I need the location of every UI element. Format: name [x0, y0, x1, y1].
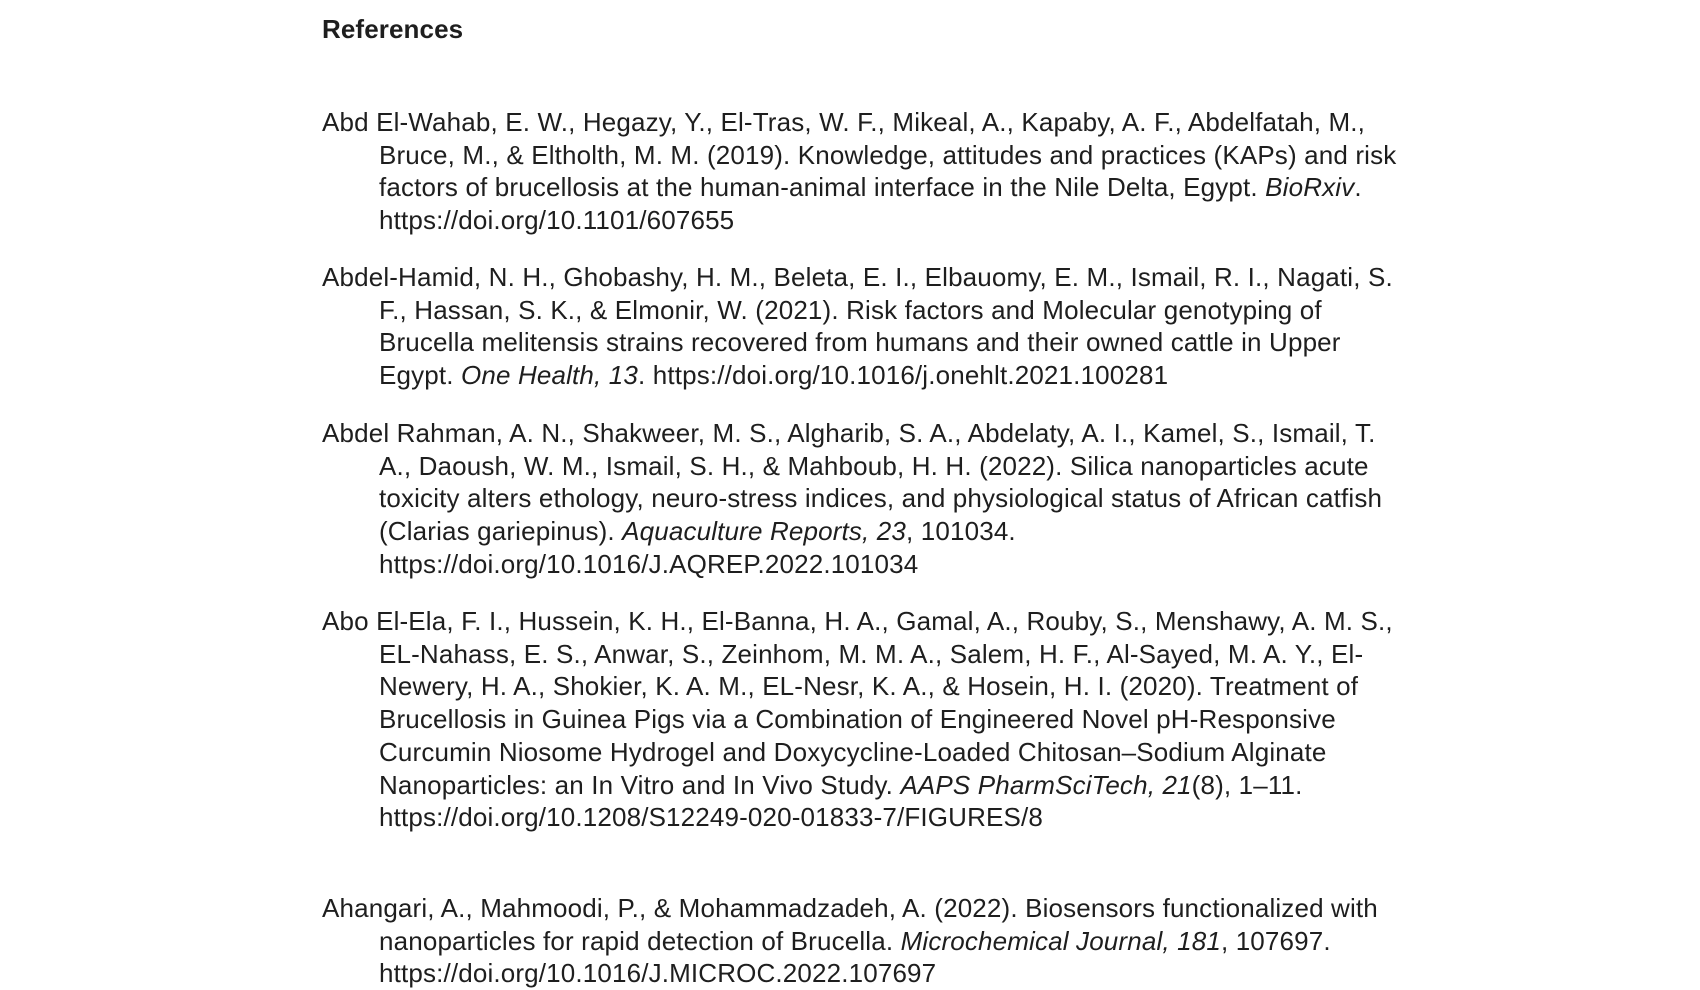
reference-entry	[322, 106, 1412, 237]
reference-volume: , 181	[1162, 925, 1221, 956]
reference-doi: . https://doi.org/10.1016/j.onehlt.2021.100281	[637, 360, 1169, 391]
reference-journal: AAPS PharmSciTech	[900, 769, 1148, 800]
reference-journal: Aquaculture Reports	[622, 516, 863, 547]
reference-journal: Microchemical Journal	[900, 925, 1163, 956]
reference-doi: , 107697. https://doi.org/10.1016/J.MICROC.2022.107697	[379, 925, 1331, 989]
reference-volume: , 13	[594, 360, 638, 391]
reference-text: Abdel Rahman, A. N., Shakweer, M. S., Algharib, S. A., Abdelaty, A. I., Kamel, S., Ismail, T. A., Daoush, W. M., Ismail, S. H., & Mahboub, H. H. (2022). Silica nanoparticles acute toxicity alters ethology, neuro-stress indices, and physiological status of African catfish (Clarias gariepinus).	[322, 418, 1383, 547]
reference-journal: One Health	[460, 360, 595, 391]
references-heading: References	[322, 14, 464, 44]
reference-entry	[322, 605, 1412, 834]
reference-text: Abd El-Wahab, E. W., Hegazy, Y., El-Tras, W. F., Mikeal, A., Kapaby, A. F., Abdelfatah, M., Bruce, M., & Eltholth, M. M. (2019). Knowledge, attitudes and practices (KAPs) and risk factors of brucellosis at the human-animal interface in the Nile Delta, Egypt.	[322, 107, 1397, 203]
reference-entry	[322, 892, 1412, 990]
reference-doi: , 101034. https://doi.org/10.1016/J.AQREP.2022.101034	[379, 516, 1016, 579]
reference-doi: . https://doi.org/10.1101/607655	[379, 172, 1362, 236]
reference-volume: , 21	[1147, 769, 1192, 800]
reference-volume: , 23	[862, 516, 907, 547]
reference-doi: (8), 1–11. https://doi.org/10.1208/S12249-020-01833-7/FIGURES/8	[379, 769, 1303, 833]
reference-text: Ahangari, A., Mahmoodi, P., & Mohammadzadeh, A. (2022). Biosensors functionalized with nanoparticles for rapid detection of Brucella.	[322, 893, 1378, 956]
reference-text: Abo El-Ela, F. I., Hussein, K. H., El-Banna, H. A., Gamal, A., Rouby, S., Menshawy, A. M. S., EL-Nahass, E. S., Anwar, S., Zeinhom, M. M. A., Salem, H. F., Al-Sayed, M. A. Y., El-Newery, H. A., Shokier, K. A. M., EL-Nesr, K. A., & Hosein, H. I. (2020). Treatment of Brucellosis in Guinea Pigs via a Combination of Engineered Novel pH-Responsive Curcumin Niosome Hydrogel and Doxycycline-Loaded Chitosan–Sodium Alginate Nanoparticles: an In Vitro and In Vivo Study.	[322, 606, 1393, 800]
reference-journal: BioRxiv	[1265, 172, 1355, 203]
reference-entry	[322, 417, 1412, 581]
reference-entry	[322, 261, 1412, 392]
reference-text: Abdel-Hamid, N. H., Ghobashy, H. M., Beleta, E. I., Elbauomy, E. M., Ismail, R. I., Nagati, S. F., Hassan, S. K., & Elmonir, W. (2021). Risk factors and Molecular genotyping of Brucella melitensis strains recovered from humans and their owned cattle in Upper Egypt.	[322, 262, 1393, 391]
